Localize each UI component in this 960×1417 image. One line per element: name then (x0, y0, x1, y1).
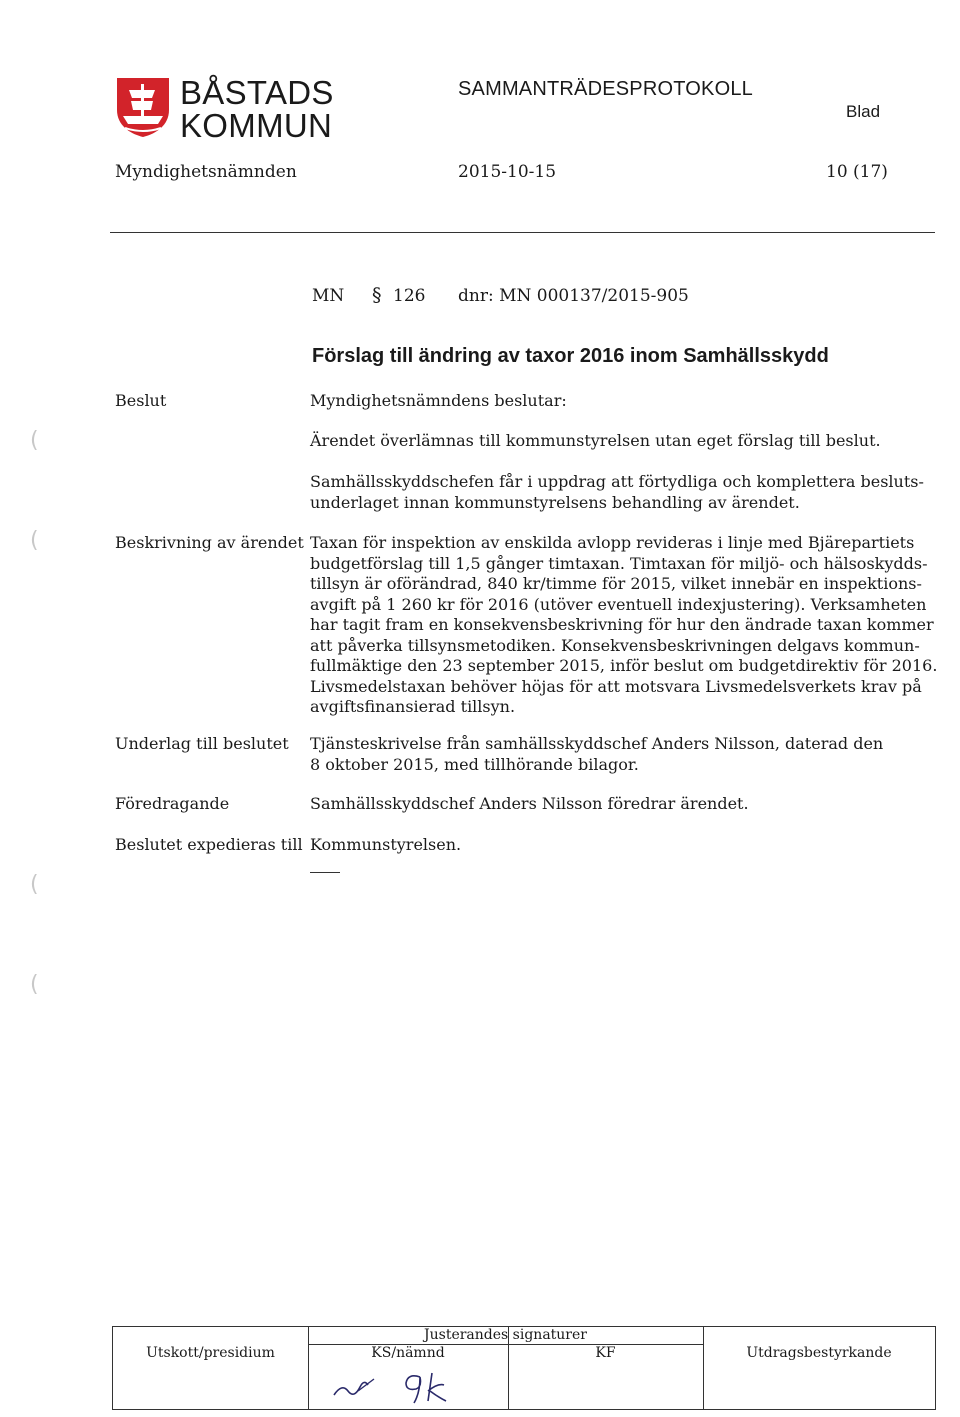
header-divider (110, 232, 935, 233)
dispatch-label: Beslutet expedieras till (115, 835, 303, 854)
case-body: MN (312, 286, 345, 306)
margin-mark: ( (30, 428, 39, 453)
section-symbol: § (372, 284, 382, 306)
signature-col-1: Utskott/presidium (146, 1345, 275, 1361)
basis-label: Underlag till beslutet (115, 734, 289, 753)
brand-name (180, 76, 334, 142)
presenter-text: Samhällsskyddschef Anders Nilsson föredrar ärendet. (310, 794, 749, 813)
meeting-date: 2015-10-15 (458, 162, 557, 182)
description-line: har tagit fram en konsekvensbeskrivning för hur den ändrade taxan kommer (310, 615, 934, 634)
committee-name: Myndighetsnämnden (115, 162, 297, 182)
margin-mark: ( (30, 528, 39, 553)
basis-line-1: Tjänsteskrivelse från samhällsskyddschef Anders Nilsson, daterad den (310, 734, 884, 753)
case-dnr: dnr: MN 000137/2015-905 (458, 286, 689, 306)
document-type: SAMMANTRÄDESPROTOKOLL (458, 78, 754, 100)
signature-column-divider (508, 1327, 509, 1409)
page-number: 10 (17) (826, 162, 888, 182)
municipality-logo (115, 76, 171, 138)
description-text (310, 533, 937, 718)
handwritten-initials (328, 1365, 488, 1407)
brand-line-1: BÅSTADS (180, 74, 334, 111)
description-line: Taxan för inspektion av enskilda avlopp revideras i linje med Bjärepartiets (310, 533, 915, 552)
description-line: fullmäktige den 23 september 2015, inför beslut om budgetdirektiv för 2016. (310, 656, 938, 675)
description-line: avgift på 1 260 kr för 2016 (utöver eventuell indexjustering). Verksamheten (310, 594, 927, 614)
description-line: att påverka tillsynsmetodiken. Konsekvensbeskrivningen delgavs kommun- (310, 635, 920, 655)
case-title: Förslag till ändring av taxor 2016 inom Samhällsskydd (312, 345, 829, 367)
decision-paragraph-1: Ärendet överlämnas till kommunstyrelsen utan eget förslag till beslut. (310, 431, 881, 450)
description-line: Livsmedelstaxan behöver höjas för att motsvara Livsmedelsverkets krav på (310, 676, 922, 696)
blad-label: Blad (846, 102, 881, 121)
dispatch-text: Kommunstyrelsen. (310, 835, 462, 854)
brand-line-2: KOMMUN (180, 107, 333, 144)
basis-text (310, 734, 883, 775)
decision-paragraph-2 (310, 472, 924, 513)
section-number: 126 (393, 286, 426, 306)
description-line: budgetförslag till 1,5 gånger timtaxan. Timtaxan för miljö- och hälsoskydds- (310, 553, 928, 573)
decision-paragraph-2-line-1: Samhällsskyddschefen får i uppdrag att förtydliga och komplettera besluts- (310, 472, 924, 491)
margin-mark: ( (30, 872, 39, 897)
decision-label: Beslut (115, 391, 167, 410)
description-label: Beskrivning av ärendet (115, 533, 304, 552)
signature-heading: Justerandes signaturer (308, 1327, 703, 1345)
end-rule (310, 872, 340, 873)
signature-column-divider (703, 1327, 704, 1409)
signature-col-4: Utdragsbestyrkande (746, 1345, 892, 1361)
signature-col-2: KS/nämnd (371, 1345, 445, 1361)
decision-paragraph-2-line-2: underlaget innan kommunstyrelsens behandling av ärendet. (310, 492, 800, 512)
presenter-label: Föredragande (115, 794, 230, 813)
margin-mark: ( (30, 972, 39, 997)
signature-table (112, 1326, 936, 1410)
decision-intro: Myndighetsnämndens beslutar: (310, 391, 567, 410)
signature-col-3: KF (595, 1345, 616, 1361)
signature-column-divider (308, 1327, 309, 1409)
description-line: tillsyn är oförändrad, 840 kr/timme för 2015, vilket innebär en inspektions- (310, 574, 922, 593)
basis-line-2: 8 oktober 2015, med tillhörande bilagor. (310, 754, 639, 774)
description-line: avgiftsfinansierad tillsyn. (310, 697, 516, 716)
